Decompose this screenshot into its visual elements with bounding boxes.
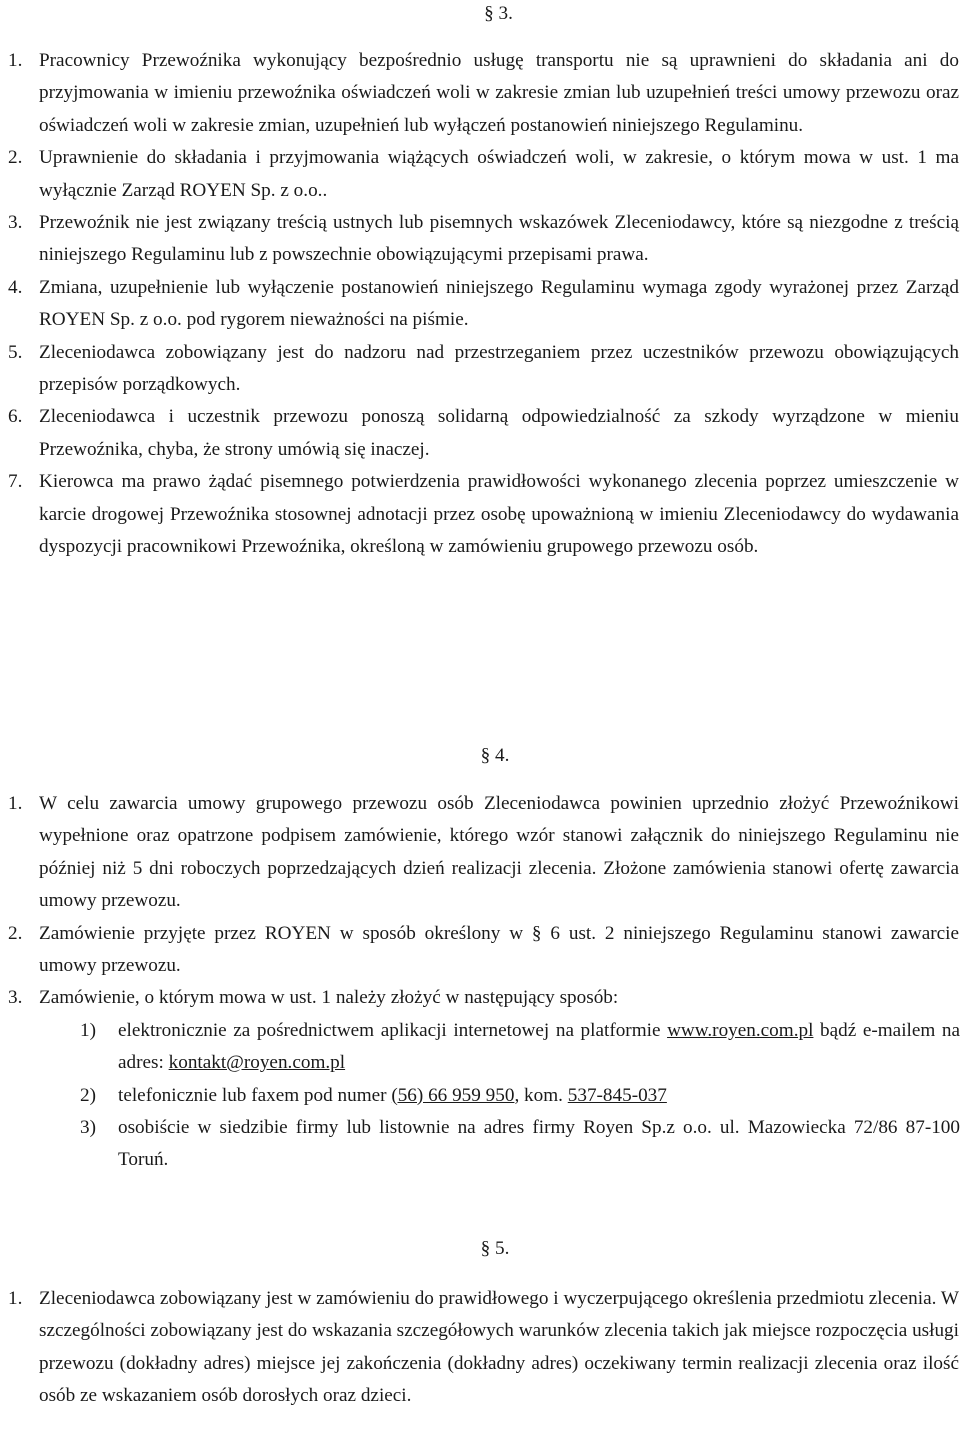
mobile-link[interactable]: 537-845-037 [567,1084,667,1106]
section-3-heading: § 3. [484,3,513,24]
sub-item-in-person [0,1112,960,1177]
section-5-body [0,1283,960,1413]
paragraph-number: 5. [8,341,23,363]
website-link[interactable]: www.royen.com.pl [667,1019,814,1041]
sub-item-text: , kom. [514,1084,568,1106]
paragraph-number: 2. [8,922,23,944]
sub-item-phone [0,1080,960,1112]
section-3-body [0,45,960,564]
sub-item-number: 1) [80,1019,96,1041]
sub-item-text: elektronicznie za pośrednictwem aplikacji internetowej na platformie [118,1019,668,1041]
paragraph-number: 4. [8,276,23,298]
paragraph-number: 1. [8,1288,23,1309]
sub-item-text: bądź e-mailem na adres: [118,1019,960,1074]
email-link[interactable]: kontakt@royen.com.pl [168,1052,346,1074]
paragraph-number: 6. [8,406,23,428]
paragraph-text: Przewoźnik nie jest związany treścią ustnych lub pisemnych wskazówek Zleceniodawcy, które są niezgodne z treścią niniejszego Regulaminu lub z powszechnie obowiązującymi przepisami prawa. [39,212,959,266]
paragraph-text: Zleceniodawca zobowiązany jest do nadzoru nad przestrzeganiem przez uczestników przewozu obowiązujących przepisów porządkowych. [39,341,959,396]
paragraph-text: Uprawnienie do składania i przyjmowania wiążących oświadczeń woli, w zakresie, o którym mowa w ust. 1 ma wyłącznie Zarząd ROYEN Sp. z o.o.. [39,147,959,201]
sub-item-text: telefonicznie lub faxem pod numer [118,1084,392,1106]
section-4-heading: § 4. [480,745,510,766]
paragraph [0,788,960,918]
paragraph-text: Zmiana, uzupełnienie lub wyłączenie postanowień niniejszego Regulaminu wymaga zgody wyrażonej przez Zarząd ROYEN Sp. z o.o. pod rygorem nieważności na piśmie. [39,276,959,331]
sub-item-number: 3) [80,1117,96,1139]
paragraph [0,982,960,1014]
phone-link[interactable]: (56) 66 959 950 [391,1084,515,1106]
paragraph-text: Zleceniodawca i uczestnik przewozu ponoszą solidarną odpowiedzialność za szkody wyrządzone w mieniu Przewoźnika, chyba, że strony umówią się inaczej. [39,406,959,460]
paragraph-text: Pracownicy Przewoźnika wykonujący bezpośrednio usługę transportu nie są uprawnieni do składania ani do przyjmowania w imieniu przewoźnika oświadczeń woli w zakresie zmian lub uzupełnień treści umowy przewozu oraz oświadczeń woli w zakresie zmian, uzupełnień lub wyłączeń postanowień niniejszego Regulaminu. [39,50,959,136]
paragraph [0,45,960,142]
paragraph-number: 3. [8,987,23,1009]
paragraph [0,918,960,983]
sub-item-text: osobiście w siedzibie firmy lub listownie na adres firmy Royen Sp.z o.o. ul. Mazowiecka 72/86 87-100 Toruń. [118,1117,960,1171]
paragraph [0,207,960,272]
paragraph [0,337,960,402]
sub-item-online [0,1015,960,1080]
paragraph-number: 1. [8,793,23,814]
paragraph-number: 7. [8,471,23,493]
paragraph-text: Zamówienie przyjęte przez ROYEN w sposób określony w § 6 ust. 2 niniejszego Regulaminu stanowi zawarcie umowy przewozu. [39,922,959,977]
paragraph [0,142,960,207]
paragraph-text: Zleceniodawca zobowiązany jest w zamówieniu do prawidłowego i wyczerpującego określenia przedmiotu zlecenia. W szczególności zobowiązany jest do wskazania szczegółowych warunków zlecenia takich jak miejsce rozpoczęcia usługi przewozu (dokładny adres) miejsce jej zakończenia (dokładny adres) oczekiwany termin realizacji zlecenia oraz ilość osób ze wskazaniem osób dorosłych oraz dzieci. [39,1288,959,1407]
paragraph-number: 1. [8,50,23,71]
paragraph-text: Zamówienie, o którym mowa w ust. 1 należy złożyć w następujący sposób: [39,987,619,1009]
paragraph-number: 3. [8,212,23,234]
sub-item-number: 2) [80,1084,96,1106]
section-5-heading: § 5. [480,1238,510,1259]
paragraph-number: 2. [8,147,23,169]
paragraph-text: Kierowca ma prawo żądać pisemnego potwierdzenia prawidłowości wykonanego zlecenia poprzez umieszczenie w karcie drogowej Przewoźnika stosownej adnotacji przez osobę upoważnioną w imieniu Zleceniodawcy do wydawania dyspozycji pracownikowi Przewoźnika, określoną w zamówieniu grupowego przewozu osób. [39,471,959,558]
paragraph [0,272,960,337]
paragraph-text: W celu zawarcia umowy grupowego przewozu osób Zleceniodawca powinien uprzednio złożyć Przewoźnikowi wypełnione oraz opatrzone podpisem zamówienie, którego wzór stanowi załącznik do niniejszego Regulaminu nie później niż 5 dni roboczych poprzedzających dzień realizacji zlecenia. Złożone zamówienia stanowi ofertę zawarcia umowy przewozu. [39,793,959,912]
paragraph [0,401,960,466]
paragraph [0,1283,960,1413]
section-4-body [0,788,960,1177]
paragraph [0,466,960,563]
